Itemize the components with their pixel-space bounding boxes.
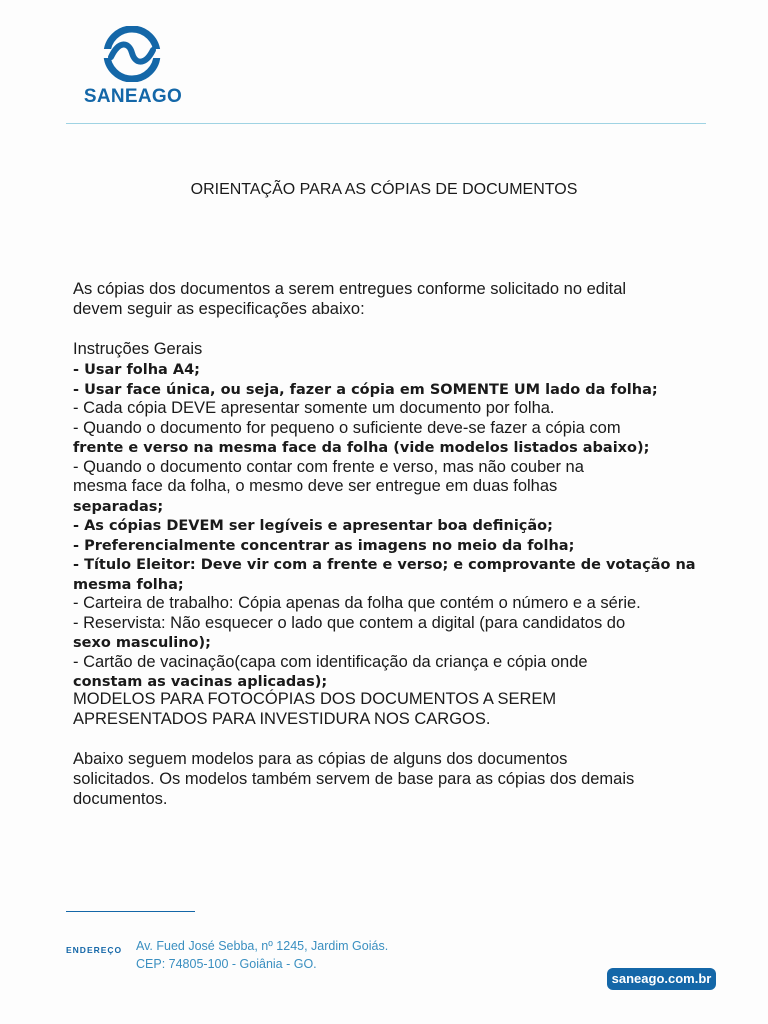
models-heading-line-1: MODELOS PARA FOTOCÓPIAS DOS DOCUMENTOS A SEREM [73, 690, 557, 708]
header-divider [66, 123, 706, 124]
footer-address-line-1: Av. Fued José Sebba, nº 1245, Jardim Goiás. [136, 939, 389, 953]
instruction-text-bold: - Preferencialmente concentrar as imagens no meio da folha; [73, 537, 575, 554]
instruction-line [73, 360, 200, 381]
intro-line-2: devem seguir as especificações abaixo: [73, 300, 365, 318]
closing-line-3: documentos. [73, 790, 168, 808]
instruction-line [73, 419, 621, 439]
instructions-heading: Instruções Gerais [73, 340, 203, 358]
models-heading-line-2: APRESENTADOS PARA INVESTIDURA NOS CARGOS. [73, 710, 491, 728]
page-title: ORIENTAÇÃO PARA AS CÓPIAS DE DOCUMENTOS [190, 181, 578, 198]
footer-address-line-2: CEP: 74805-100 - Goiânia - GO. [136, 957, 317, 971]
instruction-text-bold: separadas; [73, 498, 164, 515]
instruction-line [73, 477, 557, 497]
brand-name: SANEAGO [83, 86, 183, 107]
instruction-text-bold: mesma folha; [73, 576, 184, 593]
instruction-text-bold: sexo masculino); [73, 635, 211, 651]
closing-line-1: Abaixo seguem modelos para as cópias de alguns dos documentos [73, 750, 568, 768]
instruction-text: - Reservista: Não esquecer o lado que contem a digital (para candidatos do [73, 613, 626, 632]
instruction-text-bold: - As cópias DEVEM ser legíveis e apresentar boa definição; [73, 518, 553, 534]
instruction-text: - Carteira de trabalho: Cópia apenas da folha que contém o número e a série. [73, 594, 641, 612]
instruction-line [73, 575, 184, 596]
instruction-text: mesma face da folha, o mesmo deve ser entregue em duas folhas [73, 477, 558, 495]
website-badge[interactable]: saneago.com.br [607, 968, 716, 990]
instruction-line [73, 633, 211, 654]
saneago-logo [78, 26, 188, 110]
instruction-line [73, 536, 574, 557]
footer-address-label: ENDEREÇO [66, 945, 123, 955]
instruction-text-bold: constam as vacinas aplicadas); [73, 674, 328, 690]
instruction-text: - Quando o documento for pequeno o suficiente deve-se fazer a cópia com [73, 418, 621, 437]
instruction-line [73, 653, 588, 673]
instruction-line [73, 458, 584, 478]
instruction-line [73, 555, 696, 576]
instruction-line [73, 399, 555, 419]
instruction-text-bold: - Título Eleitor: Deve vir com a frente e verso; e comprovante de votação na [73, 557, 696, 573]
closing-line-2: solicitados. Os modelos também servem de base para as cópias dos demais [73, 770, 635, 788]
instruction-line [73, 438, 649, 459]
intro-line-1: As cópias dos documentos a serem entregues conforme solicitado no edital [73, 280, 627, 298]
instruction-text: - Cartão de vacinação(capa com identificação da criança e cópia onde [73, 652, 588, 671]
instruction-text: - Quando o documento contar com frente e verso, mas não couber na [73, 457, 584, 476]
instruction-line [73, 614, 625, 634]
instruction-text-bold: - Usar face única, ou seja, fazer a cópia em SOMENTE UM lado da folha; [73, 381, 658, 398]
instruction-text-bold: - Usar folha A4; [73, 362, 200, 378]
instruction-text-bold: frente e verso na mesma face da folha (vide modelos listados abaixo); [73, 440, 650, 456]
instruction-line [73, 497, 163, 518]
saneago-wave-icon [101, 26, 163, 82]
instruction-line [73, 594, 641, 614]
instruction-line [73, 380, 658, 401]
instruction-line [73, 516, 553, 537]
instruction-text: - Cada cópia DEVE apresentar somente um documento por folha. [73, 399, 555, 417]
footer-divider [66, 911, 195, 912]
